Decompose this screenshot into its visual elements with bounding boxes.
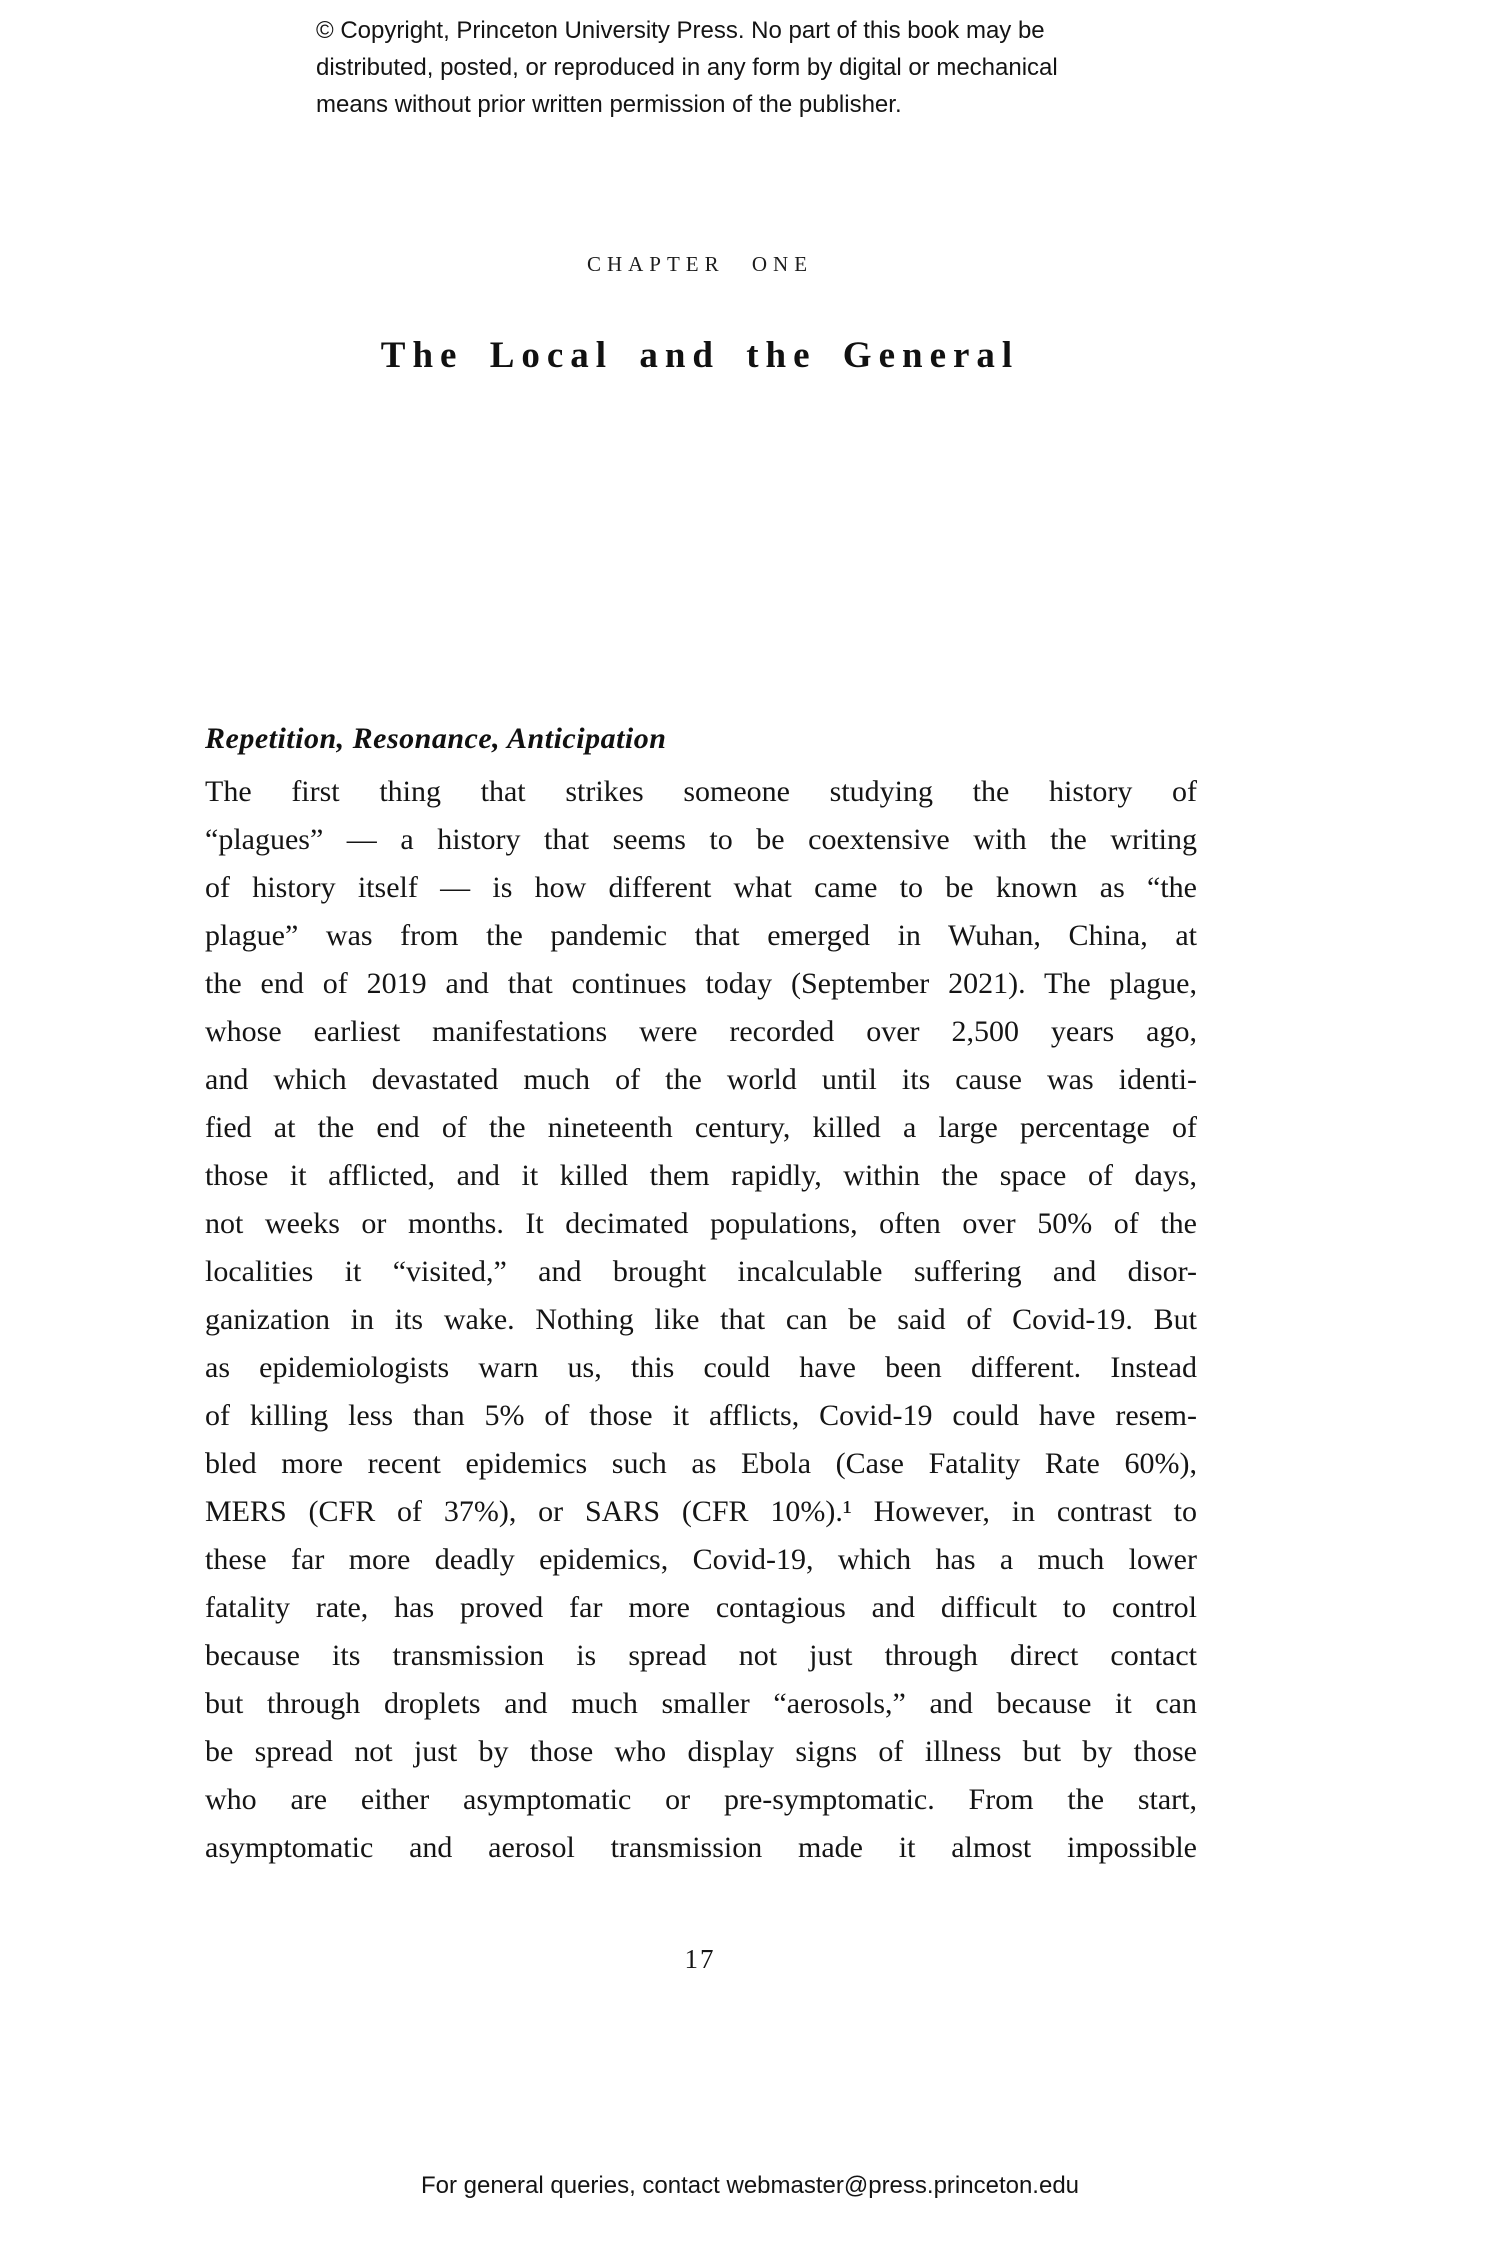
body-text-line: of killing less than 5% of those it afflicts, Covid-19 could have resem- bbox=[205, 1399, 1197, 1432]
body-text-line: ganization in its wake. Nothing like that can be said of Covid-19. But bbox=[205, 1303, 1197, 1336]
body-text-line: not weeks or months. It decimated populations, often over 50% of the bbox=[205, 1207, 1197, 1240]
body-text-line: and which devastated much of the world until its cause was identi- bbox=[205, 1063, 1197, 1096]
body-text-line: be spread not just by those who display signs of illness but by those bbox=[205, 1735, 1197, 1768]
page-number: 17 bbox=[684, 1944, 716, 1974]
chapter-title: The Local and the General bbox=[380, 335, 1020, 376]
copyright-line: means without prior written permission of the publisher. bbox=[316, 91, 902, 118]
body-text-line: because its transmission is spread not just through direct contact bbox=[205, 1639, 1197, 1672]
body-text-line: of history itself — is how different what came to be known as “the bbox=[205, 871, 1197, 904]
body-text-line: who are either asymptomatic or pre-symptomatic. From the start, bbox=[205, 1783, 1197, 1816]
chapter-label: CHAPTER ONE bbox=[586, 252, 814, 276]
body-text-line: but through droplets and much smaller “aerosols,” and because it can bbox=[205, 1687, 1197, 1720]
body-text-line: localities it “visited,” and brought incalculable suffering and disor- bbox=[205, 1255, 1197, 1288]
body-paragraph bbox=[205, 768, 1197, 1872]
body-text-line: The first thing that strikes someone studying the history of bbox=[205, 775, 1197, 808]
copyright-line: © Copyright, Princeton University Press. No part of this book may be bbox=[316, 17, 1045, 44]
section-heading: Repetition, Resonance, Anticipation bbox=[205, 722, 667, 755]
body-text-line: plague” was from the pandemic that emerged in Wuhan, China, at bbox=[205, 919, 1197, 952]
body-text-line: as epidemiologists warn us, this could have been different. Instead bbox=[205, 1351, 1197, 1384]
copyright-line: distributed, posted, or reproduced in any form by digital or mechanical bbox=[316, 54, 1058, 81]
body-text-line: bled more recent epidemics such as Ebola (Case Fatality Rate 60%), bbox=[205, 1447, 1197, 1480]
body-text-line: those it afflicted, and it killed them rapidly, within the space of days, bbox=[205, 1159, 1197, 1192]
body-text-line: the end of 2019 and that continues today (September 2021). The plague, bbox=[205, 967, 1197, 1000]
footer-contact-text: For general queries, contact webmaster@press.princeton.edu bbox=[420, 2172, 1080, 2199]
body-text-line: these far more deadly epidemics, Covid-19, which has a much lower bbox=[205, 1543, 1197, 1576]
body-text-line: whose earliest manifestations were recorded over 2,500 years ago, bbox=[205, 1015, 1197, 1048]
body-text-line: fatality rate, has proved far more contagious and difficult to control bbox=[205, 1591, 1197, 1624]
body-text-line: “plagues” — a history that seems to be coextensive with the writing bbox=[205, 823, 1197, 856]
body-text-line: fied at the end of the nineteenth century, killed a large percentage of bbox=[205, 1111, 1197, 1144]
body-text-line: asymptomatic and aerosol transmission made it almost impossible bbox=[205, 1831, 1197, 1864]
copyright-notice bbox=[316, 12, 1216, 123]
body-text-line: MERS (CFR of 37%), or SARS (CFR 10%).¹ However, in contrast to bbox=[205, 1495, 1197, 1528]
